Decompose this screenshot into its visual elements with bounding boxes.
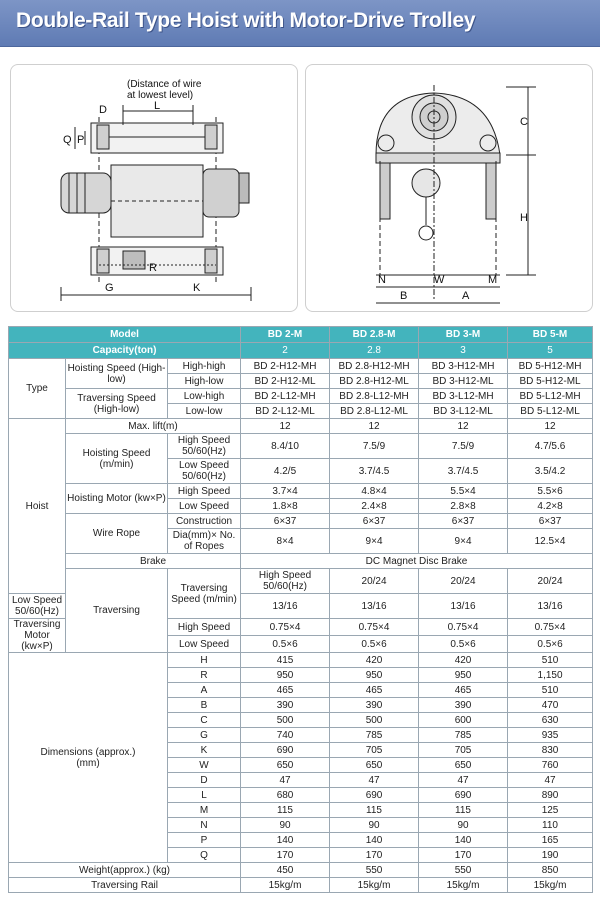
trav-motor-high-label: High Speed bbox=[168, 619, 241, 636]
table-cell: 705 bbox=[330, 743, 419, 758]
table-cell: 140 bbox=[330, 833, 419, 848]
table-cell: 1.8×8 bbox=[241, 499, 330, 514]
table-row bbox=[9, 863, 593, 878]
dimension-key: G bbox=[168, 728, 241, 743]
type-cond: High-high bbox=[168, 359, 241, 374]
table-cell: 90 bbox=[330, 818, 419, 833]
table-cell: 550 bbox=[330, 863, 419, 878]
table-cell: 6×37 bbox=[330, 514, 419, 529]
table-cell: 890 bbox=[508, 788, 593, 803]
table-cell: 5.5×6 bbox=[508, 484, 593, 499]
dimension-key: B bbox=[168, 698, 241, 713]
dimensions-body bbox=[9, 653, 593, 863]
table-cell: 950 bbox=[330, 668, 419, 683]
table-cell: 170 bbox=[330, 848, 419, 863]
table-cell: 690 bbox=[241, 743, 330, 758]
table-cell: 705 bbox=[419, 743, 508, 758]
table-cell: 115 bbox=[419, 803, 508, 818]
table-cell: 390 bbox=[241, 698, 330, 713]
page-title: Double-Rail Type Hoist with Motor-Drive Trolley bbox=[16, 9, 476, 32]
table-cell: 600 bbox=[419, 713, 508, 728]
dia-label: Dia(mm)× No. of Ropes bbox=[168, 529, 241, 554]
table-cell: 465 bbox=[330, 683, 419, 698]
table-cell: BD 2-H12-MH bbox=[241, 359, 330, 374]
table-row bbox=[9, 569, 593, 594]
model-4: BD 5-M bbox=[508, 327, 593, 343]
table-cell: 690 bbox=[330, 788, 419, 803]
capacity-1: 2 bbox=[241, 343, 330, 359]
table-cell: 0.5×6 bbox=[330, 636, 419, 653]
trav-low-label: Low Speed 50/60(Hz) bbox=[9, 594, 66, 619]
type-hoisting-speed-label: Hoisting Speed (High-low) bbox=[66, 359, 168, 389]
dimension-key: C bbox=[168, 713, 241, 728]
table-cell: 4.7/5.6 bbox=[508, 434, 593, 459]
table-cell: 0.75×4 bbox=[241, 619, 330, 636]
table-cell: BD 2-H12-ML bbox=[241, 374, 330, 389]
capacity-2: 2.8 bbox=[330, 343, 419, 359]
table-cell: 140 bbox=[419, 833, 508, 848]
dimension-key: W bbox=[168, 758, 241, 773]
dimension-key: Q bbox=[168, 848, 241, 863]
table-cell: 15kg/m bbox=[330, 878, 419, 893]
model-1: BD 2-M bbox=[241, 327, 330, 343]
table-cell: 15kg/m bbox=[508, 878, 593, 893]
table-cell: 650 bbox=[330, 758, 419, 773]
motor-low-label: Low Speed bbox=[168, 499, 241, 514]
table-cell: BD 2.8-H12-ML bbox=[330, 374, 419, 389]
type-traversing-speed-label: Traversing Speed (High-low) bbox=[66, 389, 168, 419]
side-view-drawing bbox=[306, 65, 592, 311]
table-cell: 390 bbox=[330, 698, 419, 713]
table-row bbox=[9, 389, 593, 404]
diagram-side-view bbox=[305, 64, 593, 312]
table-cell: 0.75×4 bbox=[508, 619, 593, 636]
table-cell: 5.5×4 bbox=[419, 484, 508, 499]
table-cell: 390 bbox=[419, 698, 508, 713]
table-cell: 47 bbox=[419, 773, 508, 788]
table-cell: 0.5×6 bbox=[241, 636, 330, 653]
trav-motor-low-label: Low Speed bbox=[168, 636, 241, 653]
table-cell: 6×37 bbox=[508, 514, 593, 529]
table-cell: 115 bbox=[241, 803, 330, 818]
table-cell: 8.4/10 bbox=[241, 434, 330, 459]
rail-label: Traversing Rail bbox=[9, 878, 241, 893]
table-cell: 510 bbox=[508, 683, 593, 698]
table-cell: 1,150 bbox=[508, 668, 593, 683]
table-cell: BD 3-H12-ML bbox=[419, 374, 508, 389]
max-lift-label: Max. lift(m) bbox=[66, 419, 241, 434]
table-cell: 12 bbox=[508, 419, 593, 434]
dim-label-b: B bbox=[400, 290, 408, 302]
table-cell: 47 bbox=[508, 773, 593, 788]
table-cell: 15kg/m bbox=[241, 878, 330, 893]
table-row bbox=[9, 419, 593, 434]
table-row bbox=[9, 653, 593, 668]
table-cell: 420 bbox=[330, 653, 419, 668]
construction-label: Construction bbox=[168, 514, 241, 529]
table-cell: 110 bbox=[508, 818, 593, 833]
hoisting-speed-label: Hoisting Speed (m/min) bbox=[66, 434, 168, 484]
table-cell: 7.5/9 bbox=[330, 434, 419, 459]
table-cell: 6×37 bbox=[419, 514, 508, 529]
dim-label-a: A bbox=[462, 290, 470, 302]
spec-table bbox=[8, 326, 593, 893]
table-cell: 470 bbox=[508, 698, 593, 713]
dim-label-c: C bbox=[520, 116, 528, 128]
capacity-label: Capacity(ton) bbox=[9, 343, 241, 359]
table-cell: BD 2.8-L12-MH bbox=[330, 389, 419, 404]
table-cell: 850 bbox=[508, 863, 593, 878]
dim-label-g: G bbox=[105, 282, 114, 294]
table-cell: 90 bbox=[241, 818, 330, 833]
table-cell: 935 bbox=[508, 728, 593, 743]
model-row bbox=[9, 327, 593, 343]
weight-label: Weight(approx.) (kg) bbox=[9, 863, 241, 878]
table-cell: 510 bbox=[508, 653, 593, 668]
footer-body bbox=[9, 863, 593, 893]
trav-high-label: High Speed 50/60(Hz) bbox=[241, 569, 330, 594]
table-row bbox=[9, 434, 593, 459]
table-cell: 12 bbox=[241, 419, 330, 434]
table-cell: 680 bbox=[241, 788, 330, 803]
table-cell: 115 bbox=[330, 803, 419, 818]
dimension-key: N bbox=[168, 818, 241, 833]
table-cell: 165 bbox=[508, 833, 593, 848]
table-cell: 47 bbox=[330, 773, 419, 788]
table-cell: 420 bbox=[419, 653, 508, 668]
table-cell: 190 bbox=[508, 848, 593, 863]
dimension-key: P bbox=[168, 833, 241, 848]
dim-label-k: K bbox=[193, 282, 201, 294]
table-cell: 785 bbox=[419, 728, 508, 743]
table-cell: 2.8×8 bbox=[419, 499, 508, 514]
table-cell: 4.8×4 bbox=[330, 484, 419, 499]
table-cell: 4.2/5 bbox=[241, 459, 330, 484]
table-cell: 12 bbox=[330, 419, 419, 434]
table-row bbox=[9, 359, 593, 374]
dimension-key: D bbox=[168, 773, 241, 788]
table-cell: 4.2×8 bbox=[508, 499, 593, 514]
table-row bbox=[9, 484, 593, 499]
dim-label-w: W bbox=[434, 274, 445, 286]
table-cell: 550 bbox=[419, 863, 508, 878]
table-cell: 13/16 bbox=[330, 594, 419, 619]
table-cell: 465 bbox=[241, 683, 330, 698]
table-cell: BD 2.8-H12-MH bbox=[330, 359, 419, 374]
table-row bbox=[9, 514, 593, 529]
table-cell: BD 2-L12-ML bbox=[241, 404, 330, 419]
table-cell: BD 5-L12-MH bbox=[508, 389, 593, 404]
table-cell: 3.7/4.5 bbox=[419, 459, 508, 484]
table-cell: 13/16 bbox=[508, 594, 593, 619]
table-cell: 650 bbox=[419, 758, 508, 773]
capacity-row bbox=[9, 343, 593, 359]
table-cell: 0.75×4 bbox=[330, 619, 419, 636]
capacity-4: 5 bbox=[508, 343, 593, 359]
table-cell: 465 bbox=[419, 683, 508, 698]
table-cell: 415 bbox=[241, 653, 330, 668]
table-cell: 0.5×6 bbox=[419, 636, 508, 653]
table-cell: 13/16 bbox=[419, 594, 508, 619]
dimension-key: H bbox=[168, 653, 241, 668]
model-2: BD 2.8-M bbox=[330, 327, 419, 343]
hoist-group-label: Hoist bbox=[9, 419, 66, 594]
dim-label-r: R bbox=[149, 262, 157, 274]
table-cell: BD 3-L12-ML bbox=[419, 404, 508, 419]
wire-rope-label: Wire Rope bbox=[66, 514, 168, 554]
type-group-label: Type bbox=[9, 359, 66, 419]
table-cell: 830 bbox=[508, 743, 593, 758]
table-cell: 3.7/4.5 bbox=[330, 459, 419, 484]
table-cell: 170 bbox=[419, 848, 508, 863]
dimension-key: R bbox=[168, 668, 241, 683]
top-view-drawing bbox=[11, 65, 297, 311]
table-cell: 20/24 bbox=[508, 569, 593, 594]
dimension-key: K bbox=[168, 743, 241, 758]
table-cell: BD 5-H12-MH bbox=[508, 359, 593, 374]
table-cell: 9×4 bbox=[419, 529, 508, 554]
table-cell: 12 bbox=[419, 419, 508, 434]
table-cell: 47 bbox=[241, 773, 330, 788]
table-cell: 630 bbox=[508, 713, 593, 728]
dimension-key: A bbox=[168, 683, 241, 698]
table-cell: 15kg/m bbox=[419, 878, 508, 893]
table-cell: 9×4 bbox=[330, 529, 419, 554]
table-cell: 12.5×4 bbox=[508, 529, 593, 554]
table-cell: 6×37 bbox=[241, 514, 330, 529]
table-cell: 125 bbox=[508, 803, 593, 818]
capacity-3: 3 bbox=[419, 343, 508, 359]
table-cell: 450 bbox=[241, 863, 330, 878]
high-speed-label: High Speed 50/60(Hz) bbox=[168, 434, 241, 459]
table-cell: 20/24 bbox=[419, 569, 508, 594]
dim-label-p: P bbox=[77, 134, 85, 146]
table-row bbox=[9, 554, 593, 569]
diagram-top-view bbox=[10, 64, 298, 312]
table-cell: BD 5-L12-ML bbox=[508, 404, 593, 419]
table-cell: 2.4×8 bbox=[330, 499, 419, 514]
table-cell: 690 bbox=[419, 788, 508, 803]
table-cell: 950 bbox=[241, 668, 330, 683]
hoisting-motor-label: Hoisting Motor (kw×P) bbox=[66, 484, 168, 514]
low-speed-label: Low Speed 50/60(Hz) bbox=[168, 459, 241, 484]
dim-label-n: N bbox=[378, 274, 386, 286]
type-cond: Low-low bbox=[168, 404, 241, 419]
table-cell: 950 bbox=[419, 668, 508, 683]
dim-label-l: L bbox=[154, 100, 161, 112]
dim-label-m: M bbox=[488, 274, 498, 286]
table-row bbox=[9, 878, 593, 893]
dim-label-q: Q bbox=[63, 134, 72, 146]
model-label: Model bbox=[9, 327, 241, 343]
table-cell: 8×4 bbox=[241, 529, 330, 554]
table-cell: 760 bbox=[508, 758, 593, 773]
traversing-speed-label: Traversing Speed (m/min) bbox=[168, 569, 241, 619]
table-cell: 0.75×4 bbox=[419, 619, 508, 636]
model-3: BD 3-M bbox=[419, 327, 508, 343]
header-banner bbox=[0, 0, 600, 47]
brake-label: Brake bbox=[66, 554, 241, 569]
wire-note-line2: at lowest level) bbox=[127, 90, 194, 101]
table-cell: BD 5-H12-ML bbox=[508, 374, 593, 389]
table-cell: 90 bbox=[419, 818, 508, 833]
dim-label-h: H bbox=[520, 212, 528, 224]
traversing-motor-label: Traversing Motor (kw×P) bbox=[9, 619, 66, 653]
traversing-group-label: Traversing bbox=[66, 569, 168, 653]
table-cell: 3.7×4 bbox=[241, 484, 330, 499]
table-cell: 20/24 bbox=[330, 569, 419, 594]
dim-label-d: D bbox=[99, 104, 107, 116]
table-cell: 650 bbox=[241, 758, 330, 773]
type-cond: High-low bbox=[168, 374, 241, 389]
table-cell: 785 bbox=[330, 728, 419, 743]
motor-high-label: High Speed bbox=[168, 484, 241, 499]
table-cell: BD 3-H12-MH bbox=[419, 359, 508, 374]
table-cell: 740 bbox=[241, 728, 330, 743]
table-cell: 13/16 bbox=[241, 594, 330, 619]
table-cell: BD 2-L12-MH bbox=[241, 389, 330, 404]
table-cell: 170 bbox=[241, 848, 330, 863]
table-cell: 3.5/4.2 bbox=[508, 459, 593, 484]
table-cell: BD 2.8-L12-ML bbox=[330, 404, 419, 419]
table-cell: 7.5/9 bbox=[419, 434, 508, 459]
table-cell: 500 bbox=[241, 713, 330, 728]
wire-note-line1: (Distance of wire bbox=[127, 79, 202, 90]
table-cell: 500 bbox=[330, 713, 419, 728]
brake-value: DC Magnet Disc Brake bbox=[241, 554, 593, 569]
dimension-key: M bbox=[168, 803, 241, 818]
table-cell: 0.5×6 bbox=[508, 636, 593, 653]
table-cell: 140 bbox=[241, 833, 330, 848]
dimensions-group-label: Dimensions (approx.) (mm) bbox=[9, 653, 168, 863]
dimension-key: L bbox=[168, 788, 241, 803]
table-cell: BD 3-L12-MH bbox=[419, 389, 508, 404]
type-cond: Low-high bbox=[168, 389, 241, 404]
